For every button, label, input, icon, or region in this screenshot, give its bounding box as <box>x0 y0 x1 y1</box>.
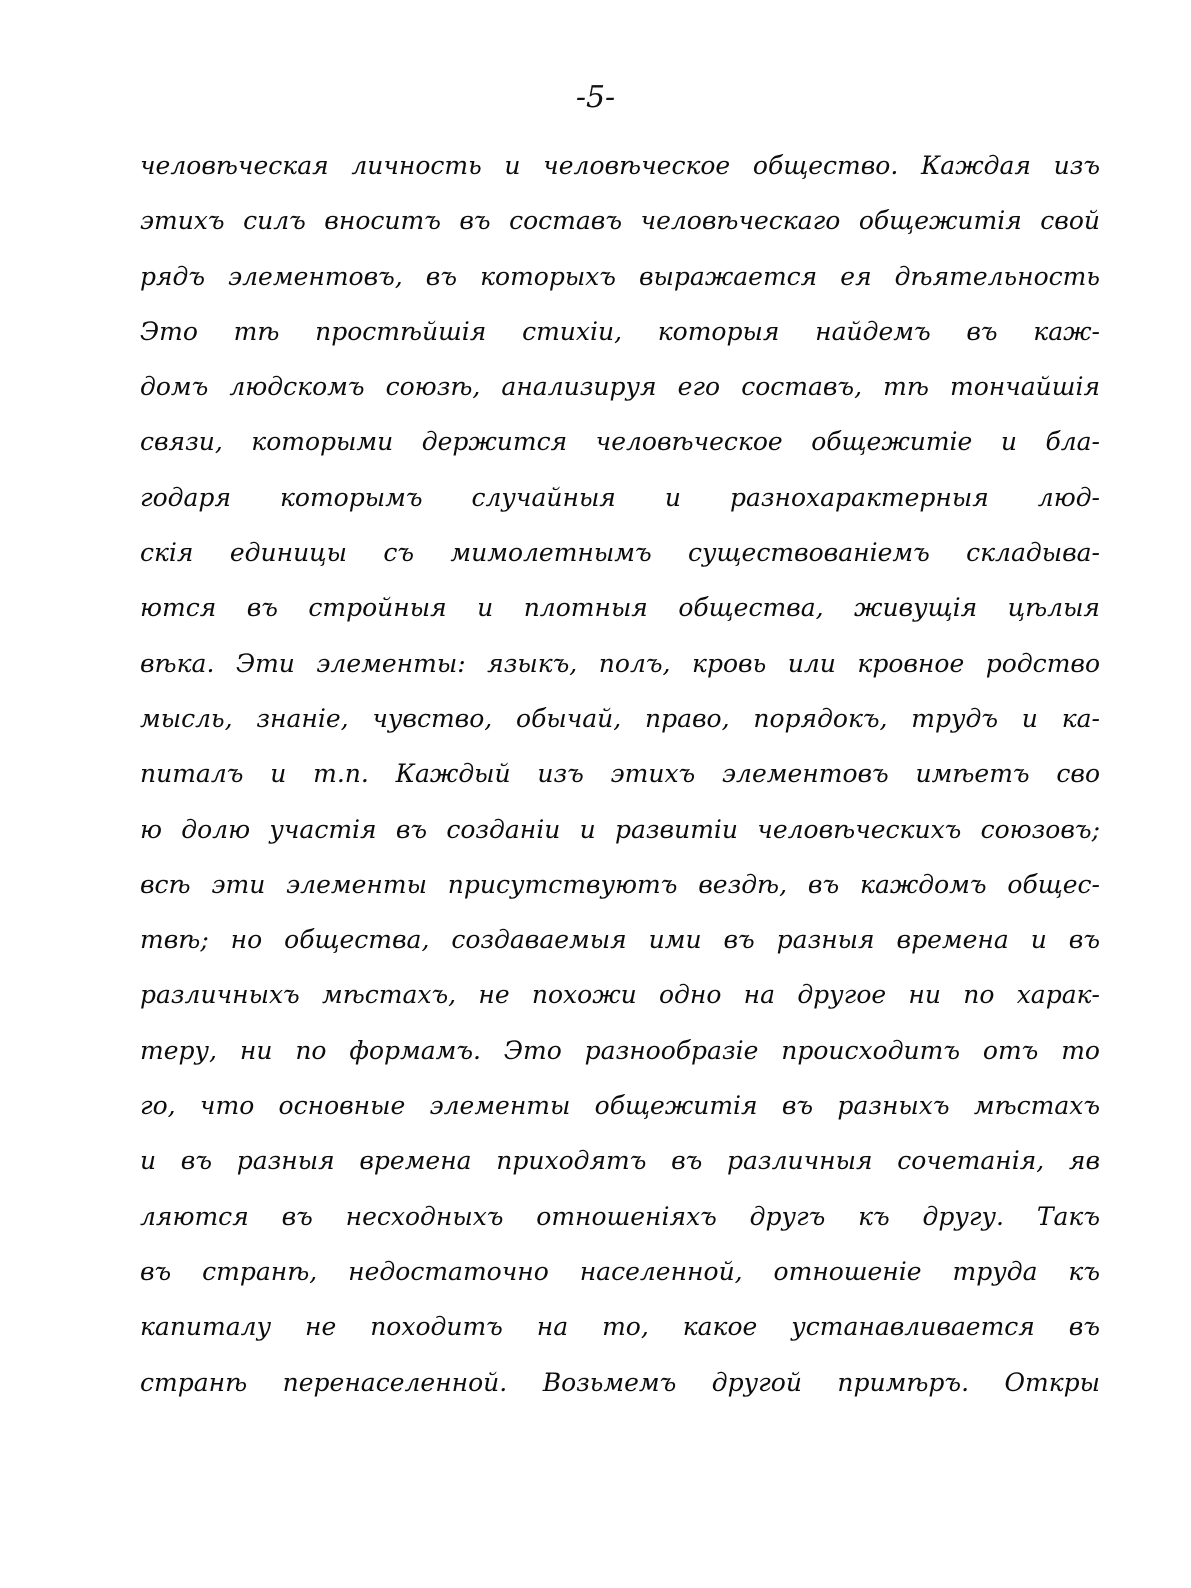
text-line: связи, которыми держится человѣческое общежитіе и бла- <box>140 427 1100 457</box>
text-line: въ странѣ, недостаточно населенной, отношеніе труда къ <box>140 1256 1100 1286</box>
text-line: различныхъ мѣстахъ, не похожи одно на другое ни по харак- <box>140 980 1100 1010</box>
handwritten-text-block <box>140 138 1100 1410</box>
text-line: теру, ни по формамъ. Это разнообразіе происходитъ отъ то <box>140 1035 1100 1065</box>
text-line: и въ разныя времена приходятъ въ различныя сочетанія, яв <box>140 1146 1100 1176</box>
text-line: ляются въ несходныхъ отношеніяхъ другъ къ другу. Такъ <box>140 1201 1100 1231</box>
text-line: вѣка. Эти элементы: языкъ, полъ, кровь или кровное родство <box>140 648 1100 678</box>
text-line: капиталу не походитъ на то, какое устанавливается въ <box>140 1312 1100 1342</box>
page-number: -5- <box>575 80 616 115</box>
text-line: твѣ; но общества, создаваемыя ими въ разныя времена и въ <box>140 925 1100 955</box>
text-line: всѣ эти элементы присутствуютъ вездѣ, въ каждомъ общес- <box>140 869 1100 899</box>
text-line: домъ людскомъ союзѣ, анализируя его составъ, тѣ тончайшія <box>140 372 1100 402</box>
text-line: питалъ и т.п. Каждый изъ этихъ элементовъ имѣетъ сво <box>140 759 1100 789</box>
text-line: Это тѣ простѣйшія стихіи, которыя найдемъ въ каж- <box>140 316 1100 346</box>
text-line: этихъ силъ вноситъ въ составъ человѣческаго общежитія свой <box>140 206 1100 236</box>
text-line: скія единицы съ мимолетнымъ существованіемъ складыва- <box>140 538 1100 568</box>
text-line: годаря которымъ случайныя и разнохарактерныя люд- <box>140 482 1100 512</box>
text-line: рядъ элементовъ, въ которыхъ выражается ея дѣятельность <box>140 261 1100 291</box>
text-line: мысль, знаніе, чувство, обычай, право, порядокъ, трудъ и ка- <box>140 703 1100 733</box>
text-line: человѣческая личность и человѣческое общество. Каждая изъ <box>140 151 1100 180</box>
text-line: ются въ стройныя и плотныя общества, живущія цѣлыя <box>140 593 1100 623</box>
text-line: странѣ перенаселенной. Возьмемъ другой примѣръ. Откры <box>140 1367 1100 1397</box>
text-line: го, что основные элементы общежитія въ разныхъ мѣстахъ <box>140 1091 1100 1121</box>
text-line: ю долю участія въ созданіи и развитіи человѣческихъ союзовъ; <box>140 814 1100 844</box>
